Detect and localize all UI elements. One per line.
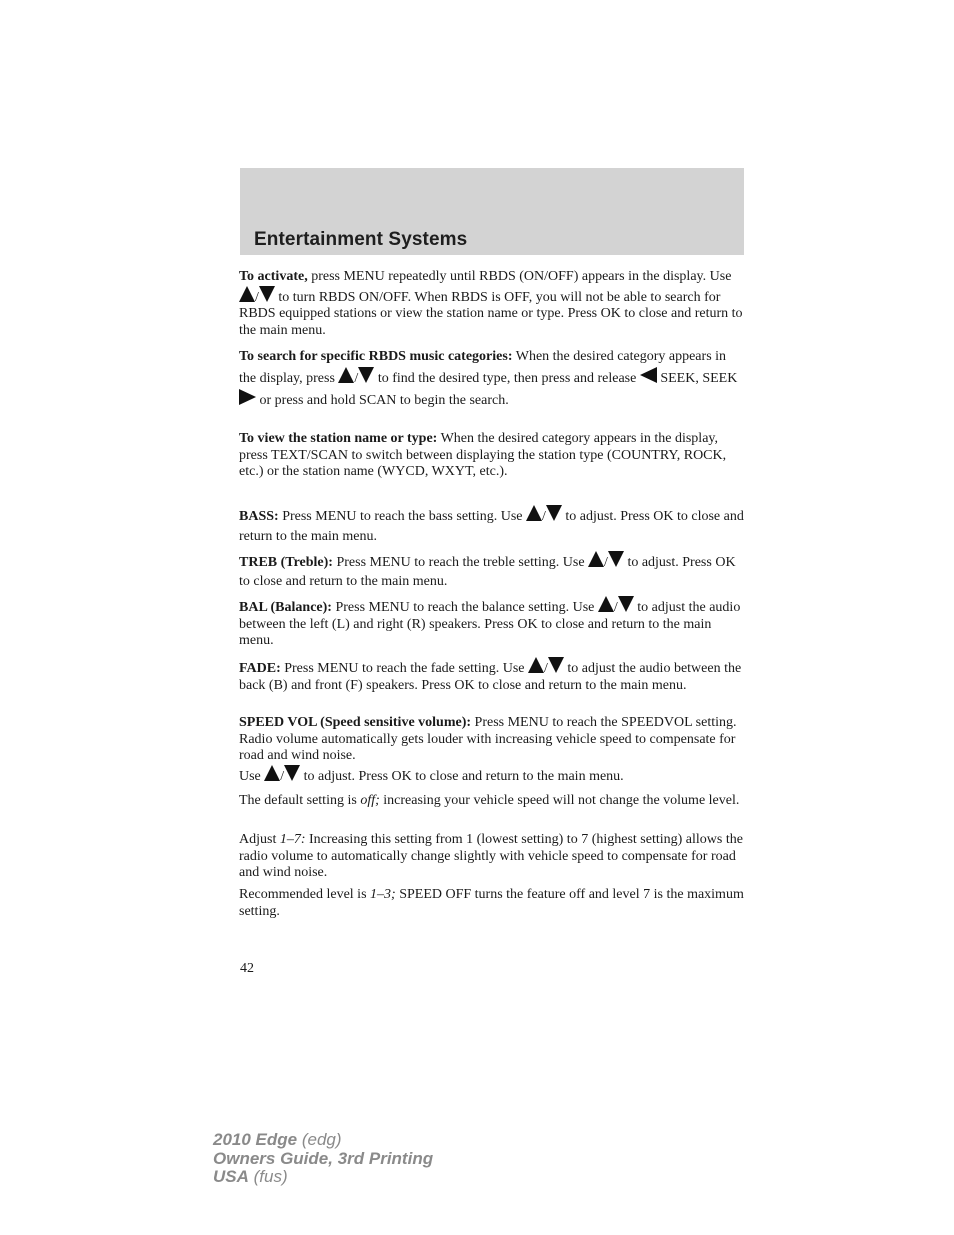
up-arrow-icon — [528, 657, 544, 673]
page-number: 42 — [240, 961, 254, 976]
footer-line-3: USA (fus) — [213, 1167, 288, 1186]
up-arrow-icon — [598, 596, 614, 612]
down-arrow-icon — [259, 286, 275, 302]
up-arrow-icon — [526, 505, 542, 521]
down-arrow-icon — [608, 551, 624, 567]
down-arrow-icon — [358, 367, 374, 383]
paragraph-lead: BASS: — [239, 509, 279, 524]
seek-right-icon — [239, 389, 256, 405]
paragraph-fade: FADE: Press MENU to reach the fade setting. Use / to adjust the audio between the back (B) and front (F) speakers. Press OK to close and return to the main menu. — [239, 657, 745, 694]
paragraph-lead: To search for specific RBDS music categories: — [239, 349, 513, 364]
paragraph-lead: To view the station name or type: — [239, 431, 438, 446]
down-arrow-icon — [546, 505, 562, 521]
paragraph-lead: FADE: — [239, 661, 281, 676]
down-arrow-icon — [284, 765, 300, 781]
paragraph-recommended: Recommended level is 1–3; SPEED OFF turns the feature off and level 7 is the maximum setting. — [239, 887, 744, 919]
paragraph-activate: To activate, press MENU repeatedly until RBDS (ON/OFF) appears in the display. Use / to turn RBDS ON/OFF. When RBDS is OFF, you will not be able to search for RBDS equipped stations or view the station name or type. Press OK to close and return to the main menu. — [239, 269, 743, 338]
down-arrow-icon — [548, 657, 564, 673]
down-arrow-icon — [618, 596, 634, 612]
seek-left-icon — [640, 367, 657, 383]
paragraph-treble: TREB (Treble): Press MENU to reach the treble setting. Use / to adjust. Press OK to close and return to the main menu. — [239, 551, 745, 591]
section-title: Entertainment Systems — [254, 229, 468, 250]
paragraph-lead: SPEED VOL (Speed sensitive volume): — [239, 715, 472, 730]
up-arrow-icon — [338, 367, 354, 383]
section-header-band — [240, 168, 744, 255]
paragraph-view-station: To view the station name or type: When the desired category appears in the display, press TEXT/SCAN to switch between displaying the station type (COUNTRY, ROCK, etc.) or the station name (WYCD, WXYT, etc.). — [239, 431, 727, 479]
paragraph-adjust: Adjust 1–7: Increasing this setting from 1 (lowest setting) to 7 (highest setting) allows the radio volume to automatically change slightly with vehicle speed to compensate for road and wind noise. — [239, 832, 743, 880]
paragraph-balance: BAL (Balance): Press MENU to reach the balance setting. Use / to adjust the audio between the left (L) and right (R) speakers. Press OK to close and return to the main menu. — [239, 596, 745, 650]
paragraph-lead: BAL (Balance): — [239, 600, 332, 615]
footer-publication-info — [213, 1131, 433, 1187]
footer-line-2: Owners Guide, 3rd Printing — [213, 1148, 434, 1168]
paragraph-bass: BASS: Press MENU to reach the bass setting. Use / to adjust. Press OK to close and return to the main menu. — [239, 505, 745, 547]
paragraph-lead: TREB (Treble): — [239, 555, 333, 570]
up-arrow-icon — [264, 765, 280, 781]
up-arrow-icon — [239, 286, 255, 302]
up-arrow-icon — [588, 551, 604, 567]
footer-line-1: 2010 Edge (edg) — [213, 1130, 342, 1149]
paragraph-speed-vol: SPEED VOL (Speed sensitive volume): Press MENU to reach the SPEEDVOL setting. Radio volume automatically gets louder with increasing vehicle speed to compensate for road and wind noise. Use / to adjust. Press OK to close and return to the main menu. — [239, 715, 737, 784]
paragraph-lead: To activate, — [239, 269, 308, 284]
paragraph-default-setting: The default setting is off; increasing your vehicle speed will not change the volume level. — [239, 793, 740, 808]
paragraph-search: To search for specific RBDS music categories: When the desired category appears in the display, press / to find the desired type, then press and release SEEK, SEEK or press and hold SCAN to begin the search. — [239, 349, 738, 408]
